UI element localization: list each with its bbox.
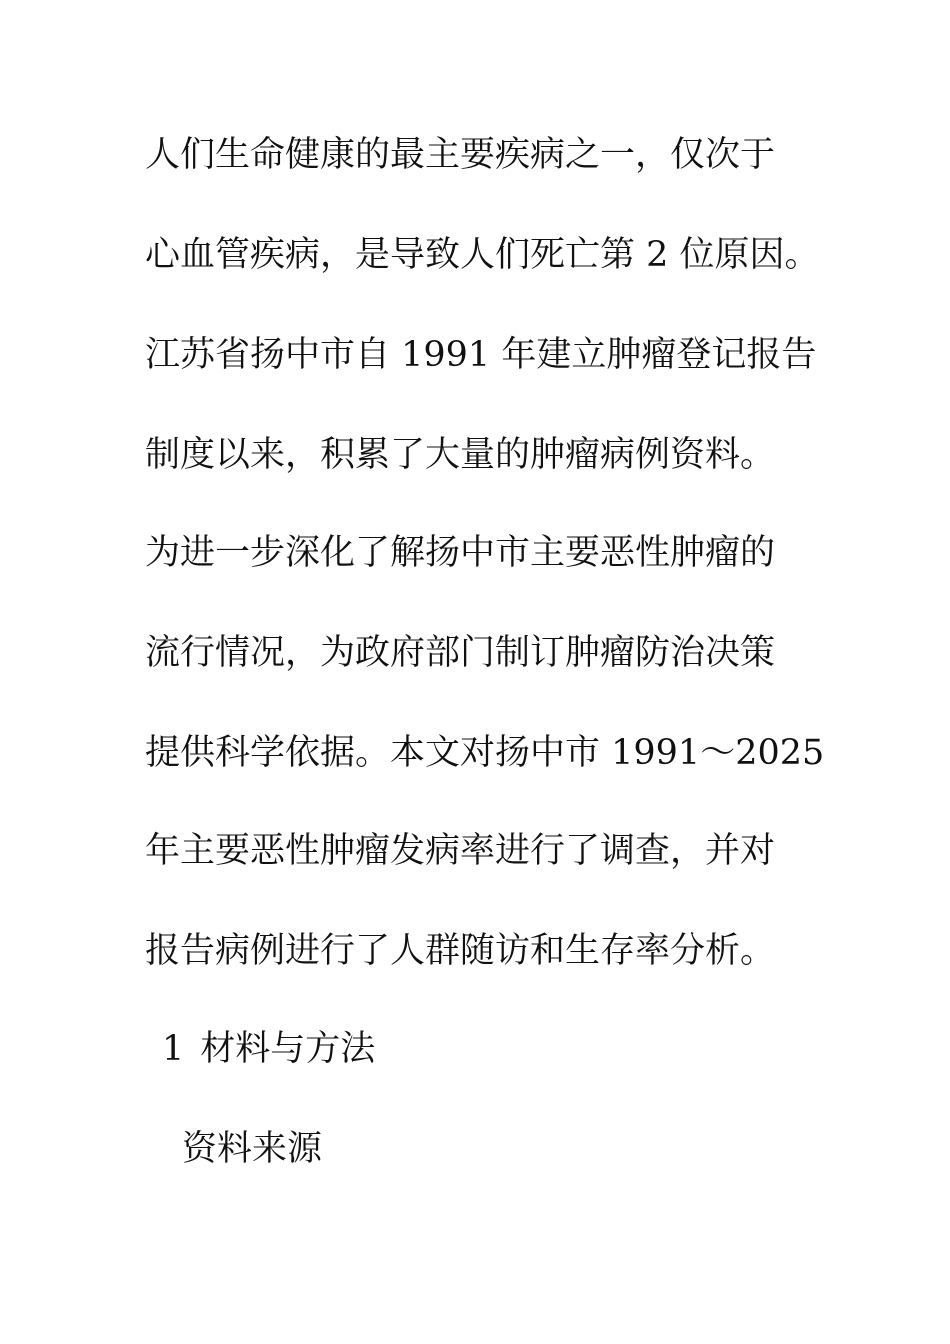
paragraph-line: 制度以来，积累了大量的肿瘤病例资料。 [145, 435, 776, 475]
section-title: 材料与方法 [200, 1029, 376, 1069]
paragraph-line: 报告病例进行了人群随访和生存率分析。 [145, 931, 776, 971]
paragraph-line: 心血管疾病，是导致人们死亡第 2 位原因。 [145, 235, 820, 275]
subsection-heading: 资料来源 [182, 1129, 323, 1169]
paragraph-line: 为进一步深化了解扬中市主要恶性肿瘤的 [145, 533, 776, 573]
paragraph-line: 江苏省扬中市自 1991 年建立肿瘤登记报告 [145, 335, 817, 375]
paragraph-line: 提供科学依据。本文对扬中市 1991～2025 [145, 733, 825, 773]
paragraph-line: 流行情况，为政府部门制订肿瘤防治决策 [145, 633, 776, 673]
paragraph-line: 人们生命健康的最主要疾病之一，仅次于 [145, 135, 776, 175]
section-number: 1 [162, 1029, 185, 1069]
section-heading [162, 1027, 375, 1071]
paragraph-line: 年主要恶性肿瘤发病率进行了调查，并对 [145, 831, 776, 871]
